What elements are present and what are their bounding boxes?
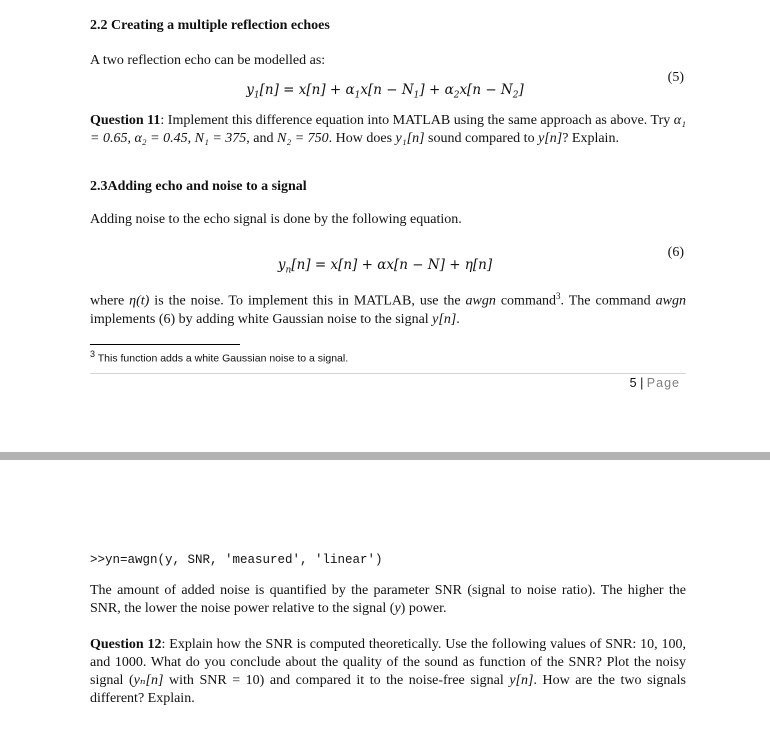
section-2-2-heading: 2.2 Creating a multiple reflection echoes <box>90 18 330 33</box>
footnote-3: $^3$ This function adds a white Gaussian noise to a signal. <box>90 349 349 365</box>
awgn-explanation: where η(t) is the noise. To implement this in MATLAB, use the awgn command$^3$. The command awgn implements (6) by adding white Gaussian noise to the signal y[n]. <box>90 291 686 327</box>
page-break-divider <box>0 452 770 460</box>
section-2-3-heading: 2.3Adding echo and noise to a signal <box>90 179 307 194</box>
equation-6: $y_n[n] = x[n] + \alpha x[n - N] + \eta[n]$ <box>277 257 493 276</box>
question-12-label: Question 12 <box>90 637 162 652</box>
page-footer <box>630 376 680 390</box>
page-number: 5 | <box>629 376 647 390</box>
equation-5: $y_1[n] = x[n] + \alpha_1x[n - N_1] + \alpha_2x[n - N_2]$ <box>246 82 524 101</box>
snr-explanation: The amount of added noise is quantified by the parameter SNR (signal to noise ratio). The higher the SNR, the lower the noise power relative to the signal (y) power. <box>90 583 686 616</box>
equation-6-number: (6) <box>667 245 684 260</box>
matlab-awgn-code: >>yn=awgn(y, SNR, 'measured', 'linear') <box>90 553 383 567</box>
two-reflection-intro: A two reflection echo can be modelled as: <box>90 53 326 68</box>
page-label: Page <box>646 376 680 390</box>
question-11: Question 11: Implement this difference equation into MATLAB using the same approach as above. Try α₁ = 0.65, α₂ = 0.45, N₁ = 375, and N₂ = 750. How does y₁[n] sound compared to y[n]? Explain. <box>90 113 686 146</box>
footnote-reference: 3 <box>556 291 561 301</box>
adding-noise-text: Adding noise to the echo signal is done by the following equation. <box>90 212 462 227</box>
footer-divider <box>90 373 686 374</box>
footnote-separator <box>90 344 240 345</box>
question-12: Question 12: Explain how the SNR is computed theoretically. Use the following values of SNR: 10, 100, and 1000. What do you conclude about the quality of the sound as function of the SNR? Plot the noisy signal (yₙ[n] with SNR = 10) and compared it to the noise-free signal y[n]. How are the two signals different? Explain. <box>90 637 686 706</box>
question-11-label: Question 11 <box>90 113 161 128</box>
equation-5-number: (5) <box>667 70 684 85</box>
